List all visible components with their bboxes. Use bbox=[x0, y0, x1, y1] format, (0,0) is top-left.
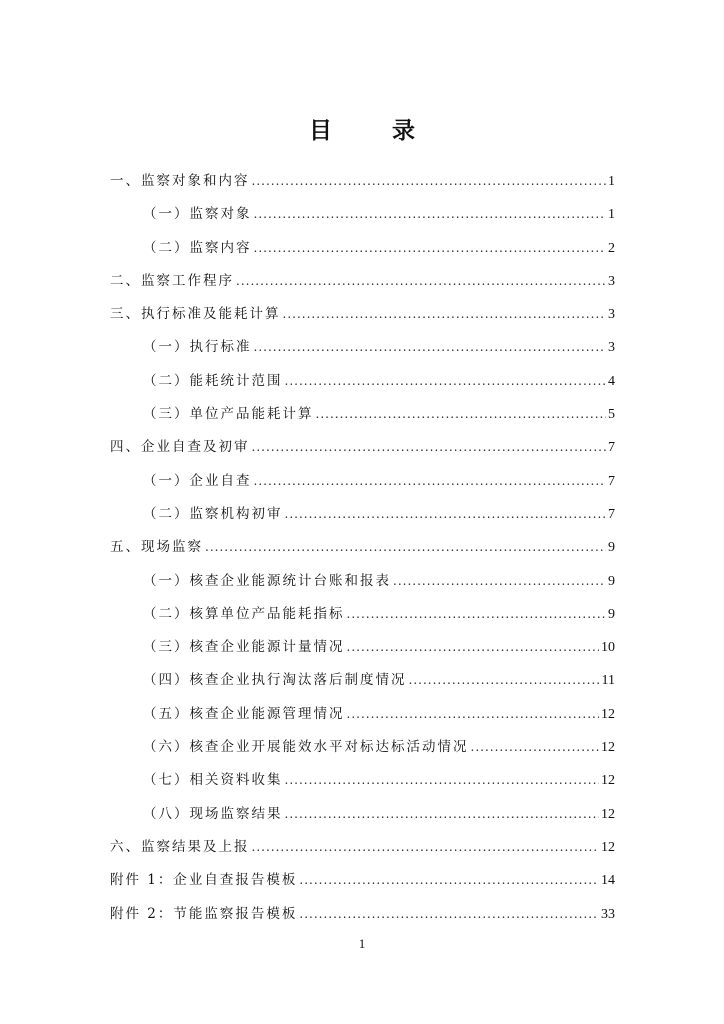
toc-dot-leader bbox=[254, 465, 607, 498]
toc-entry-label: （六）核查企业开展能效水平对标达标活动情况 bbox=[143, 739, 469, 756]
page-title: 目 录 bbox=[308, 117, 441, 144]
toc-dot-leader bbox=[471, 731, 600, 764]
toc-entry-label: 五、现场监察 bbox=[110, 539, 203, 556]
toc-entry[interactable] bbox=[110, 365, 615, 398]
toc-dot-leader bbox=[283, 298, 607, 331]
toc-entry-label: 一、监察对象和内容 bbox=[110, 173, 250, 189]
toc-entry-label: （七）相关资料收集 bbox=[143, 772, 283, 789]
toc-entry[interactable] bbox=[110, 431, 615, 464]
toc-dot-leader bbox=[252, 431, 607, 464]
toc-entry-page: 2 bbox=[608, 240, 615, 256]
toc-dot-leader bbox=[299, 864, 599, 897]
toc-entry-page: 7 bbox=[608, 440, 615, 456]
toc-entry[interactable] bbox=[110, 698, 615, 731]
toc-entry-label: （一）企业自查 bbox=[143, 472, 252, 489]
toc-entry[interactable] bbox=[110, 232, 615, 265]
toc-entry-page: 7 bbox=[608, 473, 615, 489]
toc-entry[interactable] bbox=[110, 265, 615, 298]
toc-entry[interactable] bbox=[110, 598, 615, 631]
toc-entry-page: 9 bbox=[608, 606, 615, 622]
toc-dot-leader bbox=[285, 498, 607, 531]
toc-entry-label: （二）能耗统计范围 bbox=[143, 372, 283, 389]
toc-entry-label: （三）单位产品能耗计算 bbox=[143, 406, 314, 423]
toc-entry-page: 9 bbox=[608, 540, 615, 556]
toc-dot-leader bbox=[316, 398, 607, 431]
toc-entry-label: （一）执行标准 bbox=[143, 339, 252, 356]
toc-dot-leader bbox=[252, 831, 600, 864]
toc-entry[interactable] bbox=[110, 331, 615, 364]
toc-entry-page: 7 bbox=[608, 506, 615, 522]
toc-entry[interactable] bbox=[110, 898, 615, 931]
toc-dot-leader bbox=[347, 598, 607, 631]
toc-entry-page: 3 bbox=[608, 340, 615, 356]
toc-entry-page: 3 bbox=[608, 307, 615, 323]
toc-entry-page: 12 bbox=[601, 773, 615, 789]
toc-entry-page: 11 bbox=[601, 673, 615, 689]
toc-entry-page: 1 bbox=[608, 207, 615, 223]
toc-entry-page: 12 bbox=[601, 839, 615, 855]
toc-dot-leader bbox=[393, 565, 606, 598]
toc-entry-label: （二）监察机构初审 bbox=[143, 505, 283, 522]
toc-entry-label: （一）监察对象 bbox=[143, 206, 252, 223]
page-number: 1 bbox=[358, 936, 366, 951]
toc-entry-page: 33 bbox=[601, 906, 615, 922]
toc-entry-page: 4 bbox=[608, 373, 615, 389]
toc-entry-page: 12 bbox=[601, 706, 615, 722]
toc-dot-leader bbox=[285, 798, 600, 831]
toc-dot-leader bbox=[409, 664, 600, 697]
toc-dot-leader bbox=[347, 631, 600, 664]
toc-entry-label: 附件 2：节能监察报告模板 bbox=[110, 905, 298, 922]
toc-dot-leader bbox=[285, 764, 600, 797]
toc-entry-label: （五）核查企业能源管理情况 bbox=[143, 705, 345, 722]
toc-entry-label: 四、企业自查及初审 bbox=[110, 439, 250, 456]
toc-dot-leader bbox=[205, 531, 606, 564]
toc-dot-leader bbox=[285, 365, 607, 398]
toc-dot-leader bbox=[252, 165, 607, 198]
toc-dot-leader bbox=[254, 331, 607, 364]
toc-dot-leader bbox=[254, 232, 607, 265]
toc-entry[interactable] bbox=[110, 664, 615, 697]
toc-entry[interactable] bbox=[110, 398, 615, 431]
toc-entry-label: 六、监察结果及上报 bbox=[110, 838, 250, 855]
toc-entry-page: 9 bbox=[608, 573, 615, 589]
toc-entry[interactable] bbox=[110, 864, 615, 897]
toc-entry-label: 三、执行标准及能耗计算 bbox=[110, 306, 281, 323]
table-of-contents bbox=[110, 165, 615, 931]
toc-entry-label: 二、监察工作程序 bbox=[110, 272, 234, 289]
toc-entry[interactable] bbox=[110, 498, 615, 531]
toc-dot-leader bbox=[347, 698, 600, 731]
toc-entry-label: （八）现场监察结果 bbox=[143, 805, 283, 822]
toc-entry[interactable] bbox=[110, 731, 615, 764]
toc-entry-label: （三）核查企业能源计量情况 bbox=[143, 639, 345, 656]
toc-dot-leader bbox=[254, 198, 607, 231]
toc-entry[interactable] bbox=[110, 165, 615, 198]
toc-entry-page: 1 bbox=[608, 174, 615, 189]
toc-entry-page: 14 bbox=[601, 873, 615, 889]
toc-entry-label: （一）核查企业能源统计台账和报表 bbox=[143, 572, 391, 589]
toc-entry-label: 附件 1：企业自查报告模板 bbox=[110, 872, 298, 889]
toc-entry-page: 10 bbox=[601, 640, 615, 656]
toc-entry[interactable] bbox=[110, 831, 615, 864]
toc-entry[interactable] bbox=[110, 798, 615, 831]
toc-entry[interactable] bbox=[110, 764, 615, 797]
toc-entry-page: 5 bbox=[608, 407, 615, 423]
toc-entry[interactable] bbox=[110, 298, 615, 331]
toc-entry[interactable] bbox=[110, 465, 615, 498]
toc-entry[interactable] bbox=[110, 565, 615, 598]
toc-entry-label: （二）核算单位产品能耗指标 bbox=[143, 605, 345, 622]
toc-dot-leader bbox=[236, 265, 606, 298]
toc-entry-page: 12 bbox=[601, 806, 615, 822]
toc-entry[interactable] bbox=[110, 631, 615, 664]
toc-entry-page: 12 bbox=[601, 740, 615, 756]
toc-entry[interactable] bbox=[110, 198, 615, 231]
toc-entry-page: 3 bbox=[608, 273, 615, 289]
toc-entry-label: （二）监察内容 bbox=[143, 239, 252, 256]
toc-entry[interactable] bbox=[110, 531, 615, 564]
toc-entry-label: （四）核查企业执行淘汰落后制度情况 bbox=[143, 672, 407, 689]
toc-dot-leader bbox=[299, 898, 599, 931]
